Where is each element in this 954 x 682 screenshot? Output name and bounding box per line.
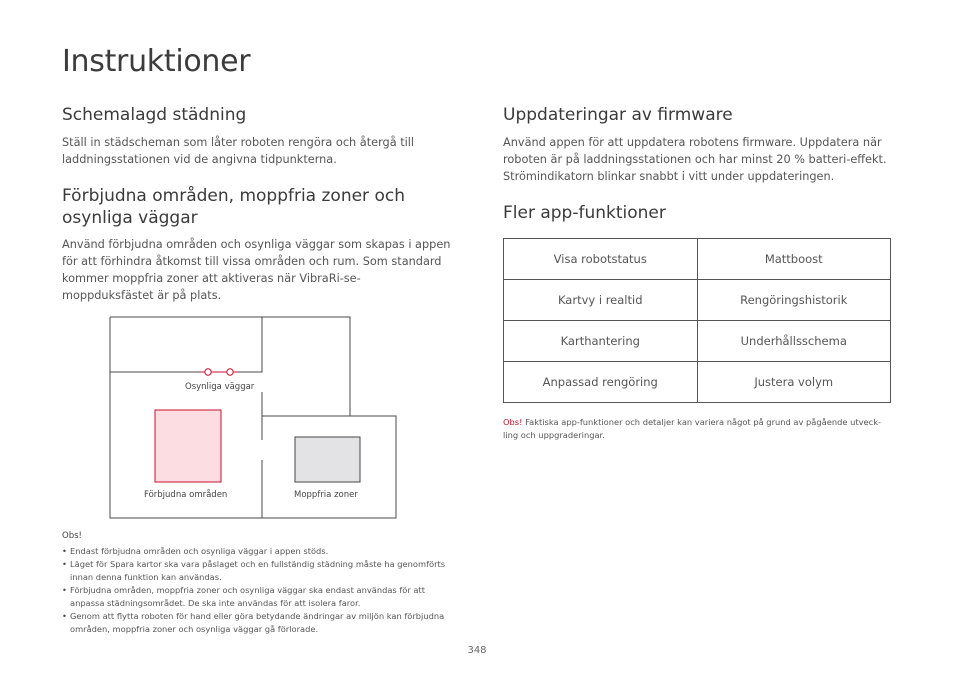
invisible-wall-marker xyxy=(227,369,233,375)
wall-middle-upper xyxy=(237,317,262,372)
firmware-heading: Uppdateringar av firmware xyxy=(503,105,733,125)
firmware-text: Använd appen för att uppdatera robotens firmware. Uppdatera när roboten är på laddningsstationen och har minst 20 % batteri-effekt. Strömindikatorn blinkar snabbt i vitt under uppdateringen. xyxy=(503,136,887,183)
table-cell: Justera volym xyxy=(697,362,891,403)
page-title: Instruktioner xyxy=(62,44,251,79)
table-cell: Anpassad rengöring xyxy=(504,362,698,403)
list-item: • Läget för Spara kartor ska vara påslaget och en fullständig städning måste ha genomförts innan denna funktion kan användas. xyxy=(62,558,452,584)
invisible-wall-marker xyxy=(205,369,211,375)
list-item: • Genom att flytta roboten för hand eller göra betydande ändringar av miljön kan förbjudna områden, moppfria zoner och osynliga väggar gå förlorade. xyxy=(62,610,452,636)
table-row xyxy=(504,239,891,280)
list-item: • Endast förbjudna områden och osynliga väggar i appen stöds. xyxy=(62,545,452,558)
room-walls xyxy=(110,317,396,518)
forbidden-zones-heading: Förbjudna områden, moppfria zoner och osynliga väggar xyxy=(62,186,405,228)
note-text: Faktiska app-funktioner och detaljer kan variera något på grund av pågående utveck-ling och uppgraderingar. xyxy=(503,417,882,440)
app-features-table xyxy=(503,238,891,403)
table-cell: Visa robotstatus xyxy=(504,239,698,280)
invisible-wall xyxy=(200,369,237,375)
notes-title: Obs! xyxy=(62,531,82,541)
scheduled-cleaning-text: Ställ in städscheman som låter roboten rengöra och återgå till laddningsstationen vid de angivna tidpunkterna. xyxy=(62,136,415,166)
table-cell: Karthantering xyxy=(504,321,698,362)
app-features-heading: Fler app-funktioner xyxy=(503,203,666,223)
notes-list xyxy=(62,545,452,636)
list-item: • Förbjudna områden, moppfria zoner och osynliga väggar ska endast användas för att anpassa städningsområdet. De ska inte användas för att isolera faror. xyxy=(62,584,452,610)
note-label: Obs! xyxy=(503,417,523,427)
scheduled-cleaning-heading: Schemalagd städning xyxy=(62,105,247,125)
table-cell: Rengöringshistorik xyxy=(697,280,891,321)
table-row xyxy=(504,280,891,321)
forbidden-zones-label: Förbjudna områden xyxy=(144,490,228,500)
forbidden-zones-text: Använd förbjudna områden och osynliga väggar som skapas i appen för att förhindra åtkomst till vissa områden och rum. Som standard kommer moppfria zoner att aktiveras när VibraRi-se-moppduksfästet är på plats. xyxy=(62,238,451,302)
table-cell: Kartvy i realtid xyxy=(504,280,698,321)
page-number: 348 xyxy=(467,645,487,656)
table-row xyxy=(504,321,891,362)
mop-free-zone xyxy=(295,437,360,482)
table-row xyxy=(504,362,891,403)
wall-outer xyxy=(110,317,396,518)
invisible-walls-label: Osynliga väggar xyxy=(185,382,255,392)
table-cell: Underhållsschema xyxy=(697,321,891,362)
forbidden-zone xyxy=(155,410,221,482)
table-cell: Mattboost xyxy=(697,239,891,280)
mop-free-zones-label: Moppfria zoner xyxy=(294,490,358,500)
app-features-note xyxy=(503,416,888,442)
